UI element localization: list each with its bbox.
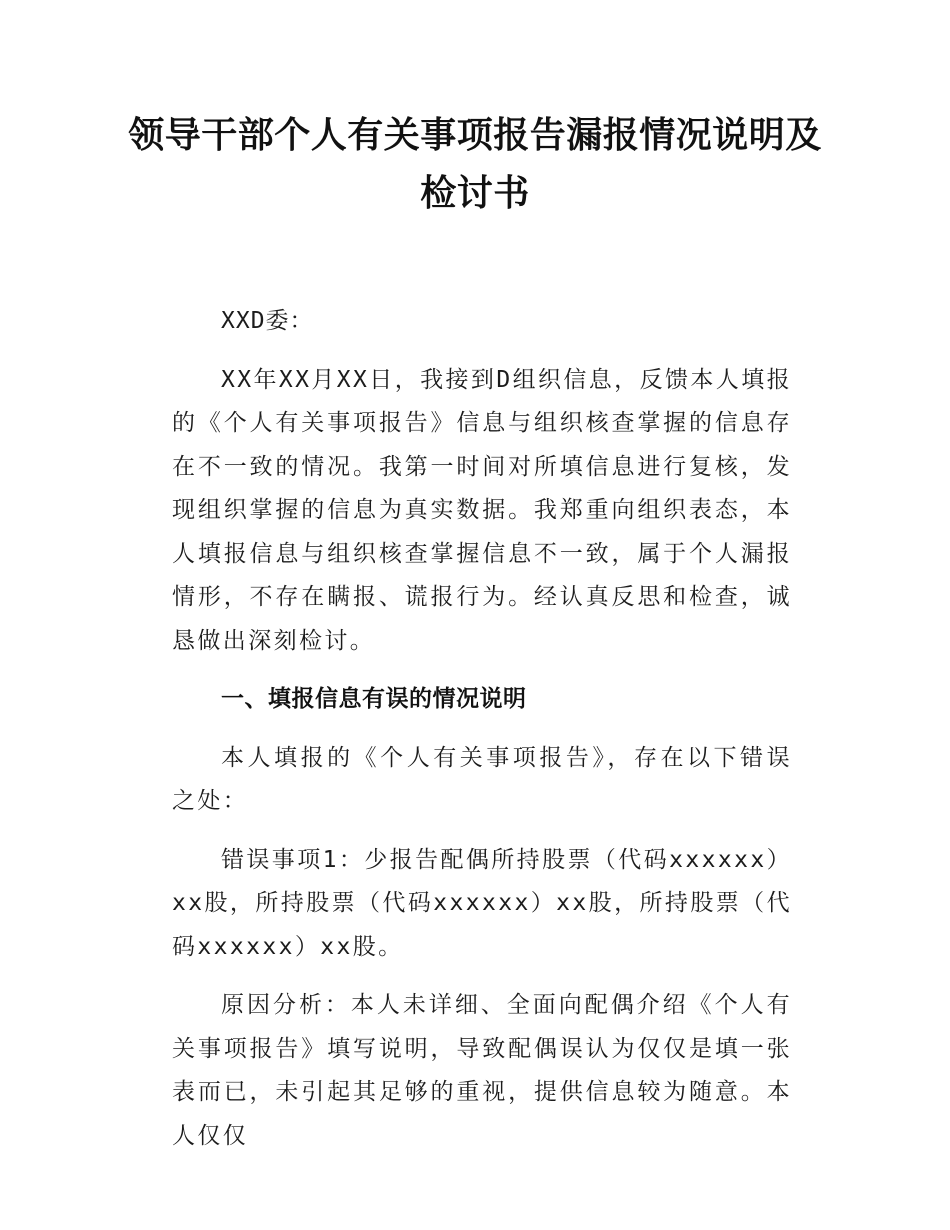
section-heading: 一、填报信息有误的情况说明 <box>221 686 527 712</box>
error-item-paragraph: 错误事项1：少报告配偶所持股票（代码xxxxxx）xx股，所持股票（代码xxxxxx）xx股，所持股票（代码xxxxxx）xx股。 <box>172 846 792 960</box>
document-body <box>172 300 792 1173</box>
section-paragraph: 本人填报的《个人有关事项报告》，存在以下错误之处： <box>172 744 792 814</box>
salutation: XXD委： <box>221 308 314 334</box>
cause-analysis-paragraph: 原因分析：本人未详细、全面向配偶介绍《个人有关事项报告》填写说明，导致配偶误认为仅仅是填一张表而已，未引起其足够的重视，提供信息较为随意。本人仅仅 <box>172 992 792 1149</box>
document-title: 领导干部个人有关事项报告漏报情况说明及检讨书 <box>128 114 822 214</box>
intro-paragraph: XX年XX月XX日，我接到D组织信息，反馈本人填报的《个人有关事项报告》信息与组织核查掌握的信息存在不一致的情况。我第一时间对所填信息进行复核，发现组织掌握的信息为真实数据。我郑重向组织表态，本人填报信息与组织核查掌握信息不一致，属于个人漏报情形，不存在瞒报、谎报行为。经认真反思和检查，诚恳做出深刻检讨。 <box>172 366 792 654</box>
